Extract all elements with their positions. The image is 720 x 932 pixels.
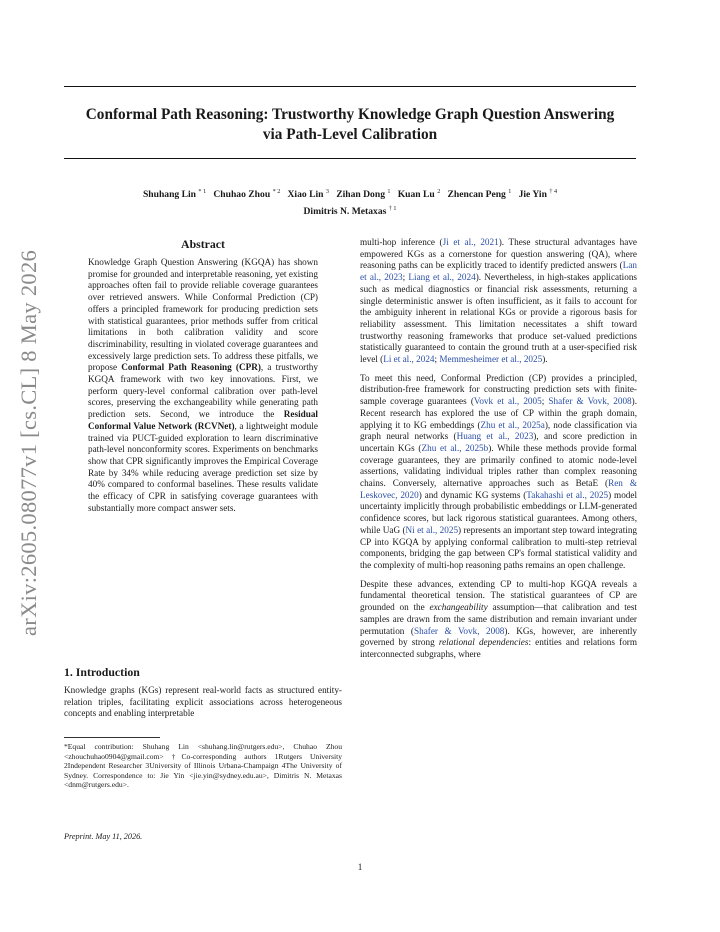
citation-link[interactable]: Shafer & Vovk, 2008 (548, 396, 632, 407)
abstract-text: Knowledge Graph Question Answering (KGQA) has shown promise for grounded and interpretable reasoning, yet existing approaches often fail to provide reliable coverage guarantees over retrieved answers. While Conformal Prediction (CP) offers a principled framework for producing prediction sets with statistical guarantees, prior methods suffer from critical limitations in both calibration validity and score discriminability, resulting in violated coverage guarantees and excessively large prediction sets. To address these pitfalls, we propose (88, 257, 318, 373)
body-paragraph: To meet this need, Conformal Prediction (CP) provides a principled, distribution-free framework for constructing prediction sets with finite-sample coverage guarantees (Vovk et al., 2005; Shafer & Vovk, 2008). Recent research has explored the use of CP within the graph domain, applying it to KG embeddings (Zhu et al., 2025a), node classification via graph neural networks (Huang et al., 2023), and score prediction in uncertain KGs (Zhu et al., 2025b). While these methods provide formal coverage guarantees, they are primarily confined to atomic node-level assertions, validating individual triples rather than complex reasoning chains. Conversely, alternative approaches such as BetaE (Ren & Leskovec, 2020) and dynamic KG systems (Takahashi et al., 2025) model uncertainty implicitly through probabilistic embeddings or LLM-generated confidence scores, but lack rigorous statistical guarantees. Among others, while UaG (Ni et al., 2025) represents an important step toward integrating CP into KGQA by applying conformal calibration to multi-step retrieval components, bridging the gap between CP's formal statistical validity and the complexity of multi-hop reasoning paths remains an open challenge. (360, 372, 638, 570)
author: Zhencan Peng (447, 189, 506, 201)
citation-link[interactable]: Huang et al., 2023 (456, 431, 534, 442)
citation-link[interactable]: Lan et al., 2023 (360, 260, 637, 283)
author-mark: * 1 (198, 188, 207, 195)
citation-link[interactable]: Liang et al., 2024 (408, 272, 476, 283)
citation-link[interactable]: Ni et al., 2025 (405, 524, 459, 535)
citation-link[interactable]: Zhu et al., 2025a (480, 419, 545, 430)
citation-link[interactable]: Shafer & Vovk, 2008 (413, 625, 505, 636)
footnote-affiliation: 3University of Illinois Urbana-Champaign (145, 761, 282, 771)
author-mark: 3 (325, 188, 329, 195)
footnote-affiliation: 4The University of Sydney. Correspondence to: Jie Yin <jie.yin@sydney.edu.au>, Dimitris N. Metaxas <dnm@rutgers.edu>. (64, 761, 342, 790)
footnote-corresponding: †Co-corresponding authors (171, 751, 275, 761)
author-mark: † 1 (388, 205, 397, 213)
abstract-body (88, 257, 318, 514)
author-line-2 (64, 202, 636, 219)
author-mark: 1 (387, 188, 391, 195)
author: Shuhang Lin (142, 189, 197, 201)
citation-link[interactable]: Ji et al., 2021 (442, 237, 499, 247)
body-paragraph: multi-hop inference (Ji et al., 2021). These structural advantages have empowered KGs as a cornerstone for question answering (QA), where reasoning paths can be explicitly traced to identify predicted answers (Lan et al., 2023; Liang et al., 2024). Nevertheless, in high-stakes applications such as medical diagnostics or financial risk assessments, returning a single deterministic answer is often insufficient, as it fails to account for the ambiguity inherent in relational KGs or provide a rigorous basis for reliability assessment. This limitation necessitates a shift toward trustworthy reasoning frameworks that produce set-valued predictions statistically guaranteed to contain the ground truth at a user-specified risk level (Li et al., 2024; Memmesheimer et al., 2025). (360, 237, 638, 365)
author-mark: * 2 (272, 188, 281, 195)
citation-link[interactable]: Zhu et al., 2025b (421, 442, 489, 453)
body-paragraph: Despite these advances, extending CP to multi-hop KGQA reveals a fundamental theoretical tension. The statistical guarantees of CP are grounded on the exchangeability assumption—that calibration and test samples are drawn from the same distribution and remain invariant under permutation (Shafer & Vovk, 2008). KGs, however, are inherently governed by strong relational dependencies: entities and relations form interconnected subgraphs, where (360, 578, 637, 659)
citation-link[interactable]: Takahashi et al., 2025 (526, 489, 609, 500)
author-mark: 2 (437, 188, 441, 195)
method-name: Conformal Path Reasoning (CPR) (121, 362, 261, 373)
author-list (64, 185, 636, 219)
footnote-rule (64, 737, 160, 738)
citation-link[interactable]: Ren & Leskovec, 2020 (360, 478, 637, 500)
arxiv-identifier[interactable]: arXiv:2605.08077v1 [cs.CL] 8 May 2026 (16, 249, 41, 636)
author: Zihan Dong (336, 189, 385, 201)
module-name: Residual Conformal Value Network (RCVNet) (88, 409, 318, 431)
title-bottom-rule (64, 158, 636, 159)
abstract-paragraph (88, 257, 318, 514)
footnote-affiliation: 1Rutgers University (274, 751, 342, 761)
emphasis: exchangeability (429, 602, 488, 613)
author: Dimitris N. Metaxas (303, 206, 387, 218)
author-mark: † 4 (549, 188, 558, 195)
author-line-1 (64, 185, 636, 202)
abstract-heading: Abstract (181, 237, 225, 251)
abstract-text: , a lightweight module trained via PUCT-guided exploration to learn discriminative path-level nonconformity scores. Experiments on benchmarks show that CPR significantly improves the Empirical Coverage Rate by 34% while reducing average prediction set size by 40% compared to conformal baselines. These results validate the efficacy of CPR in satisfying coverage guarantees with substantially more compact answer sets. (88, 420, 318, 513)
intro-paragraph: Knowledge graphs (KGs) represent real-world facts as structured entity-relation triples, facilitating explicit associations across heterogeneous concepts and enabling interpretable (64, 685, 342, 719)
author: Jie Yin (518, 189, 547, 201)
intro-left-column (64, 685, 342, 720)
title-top-rule (64, 86, 636, 87)
section-heading-introduction: 1. Introduction (64, 665, 140, 679)
paper-title (64, 105, 636, 145)
author: Kuan Lu (397, 189, 435, 201)
author: Chuhao Zhou (213, 189, 271, 201)
title-line-1: Conformal Path Reasoning: Trustworthy Knowledge Graph Question Answering (85, 106, 615, 123)
right-column (360, 237, 637, 661)
footnote (64, 742, 342, 790)
author: Xiao Lin (287, 189, 324, 201)
emphasis: relational dependencies (438, 637, 529, 648)
footnote-equal-contribution: *Equal contribution: Shuhang Lin <shuhang.lin@rutgers.edu>, Chuhao Zhou <zhouchuhao0904@gmail.com> (64, 742, 342, 761)
page-number: 1 (357, 862, 363, 872)
citation-link[interactable]: Li et al., 2024 (383, 354, 435, 365)
footnote-affiliation: 2Independent Researcher (64, 761, 146, 771)
title-line-2: via Path-Level Calibration (262, 126, 438, 143)
preprint-note: Preprint. May 11, 2026. (64, 832, 143, 841)
citation-link[interactable]: Memmesheimer et al., 2025 (439, 354, 543, 365)
author-mark: 1 (508, 188, 512, 195)
abstract-text: , a trustworthy KGQA framework with two key innovations. First, we perform query-level conformal calibration over path-level scores, preserving the exchangeability while generating path prediction sets. Second, we introduce the (88, 362, 318, 420)
citation-link[interactable]: Vovk et al., 2005 (473, 396, 542, 407)
